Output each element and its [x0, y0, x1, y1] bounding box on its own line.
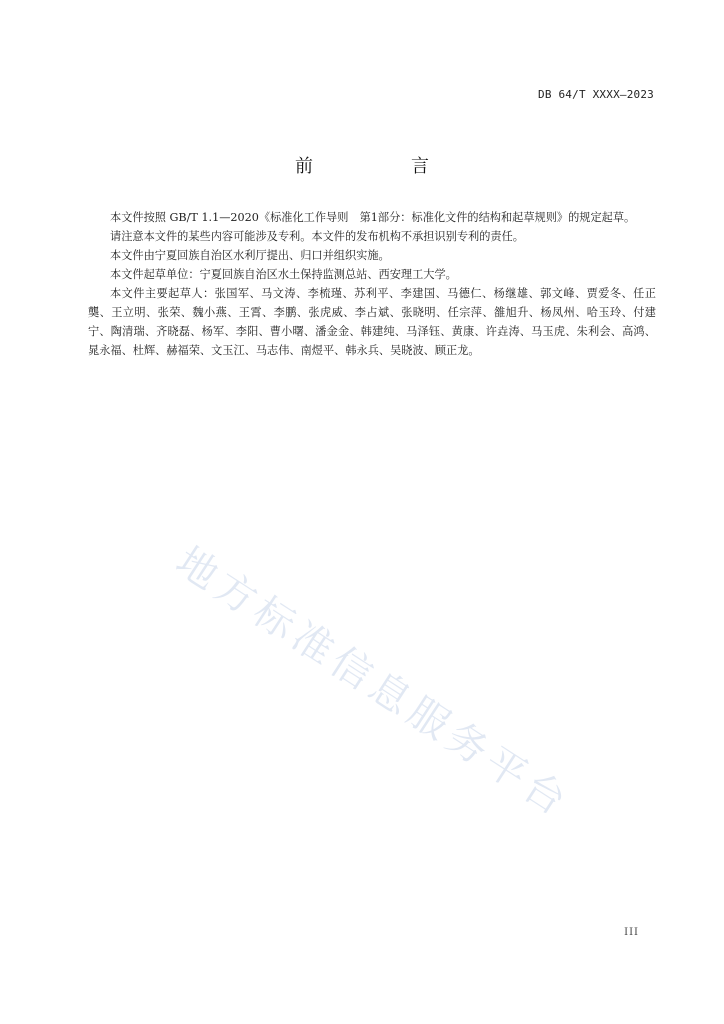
paragraph-patent-notice: 请注意本文件的某些内容可能涉及专利。本文件的发布机构不承担识别专利的责任。 [110, 230, 524, 243]
paragraph-drafters: 本文件主要起草人：张国军、马文涛、李梳瑾、苏利平、李建国、马德仁、杨继雄、郭文峰、贾爱冬、任正龑、王立明、张荣、魏小燕、王霄、李鹏、张虎威、李占斌、张晓明、任宗萍、雒旭升、杨凤州、哈玉玲、付建宁、陶清瑞、齐晓磊、杨军、李阳、曹小曙、潘金金、韩建纯、马泽钰、黄康、许垚涛、马玉虎、朱利会、高鸿、晁永福、杜辉、赫福荣、文玉江、马志伟、南煜平、韩永兵、吴晓波、顾正龙。 [88, 287, 656, 357]
page-number: III [624, 927, 639, 938]
watermark: 地方标准信息服务平台 [167, 538, 579, 828]
paragraph-drafting-rules: 本文件按照 GB/T 1.1—2020《标准化工作导则 第1部分：标准化文件的结构和起草规则》的规定起草。 [110, 211, 636, 224]
standard-code: DB 64/T XXXX—2023 [538, 88, 654, 101]
paragraph-drafting-units: 本文件起草单位：宁夏回族自治区水土保持监测总站、西安理工大学。 [110, 268, 457, 281]
page-title: 前 言 [295, 156, 469, 177]
foreword-body [88, 208, 656, 360]
paragraph-proposer: 本文件由宁夏回族自治区水利厅提出、归口并组织实施。 [110, 249, 390, 262]
